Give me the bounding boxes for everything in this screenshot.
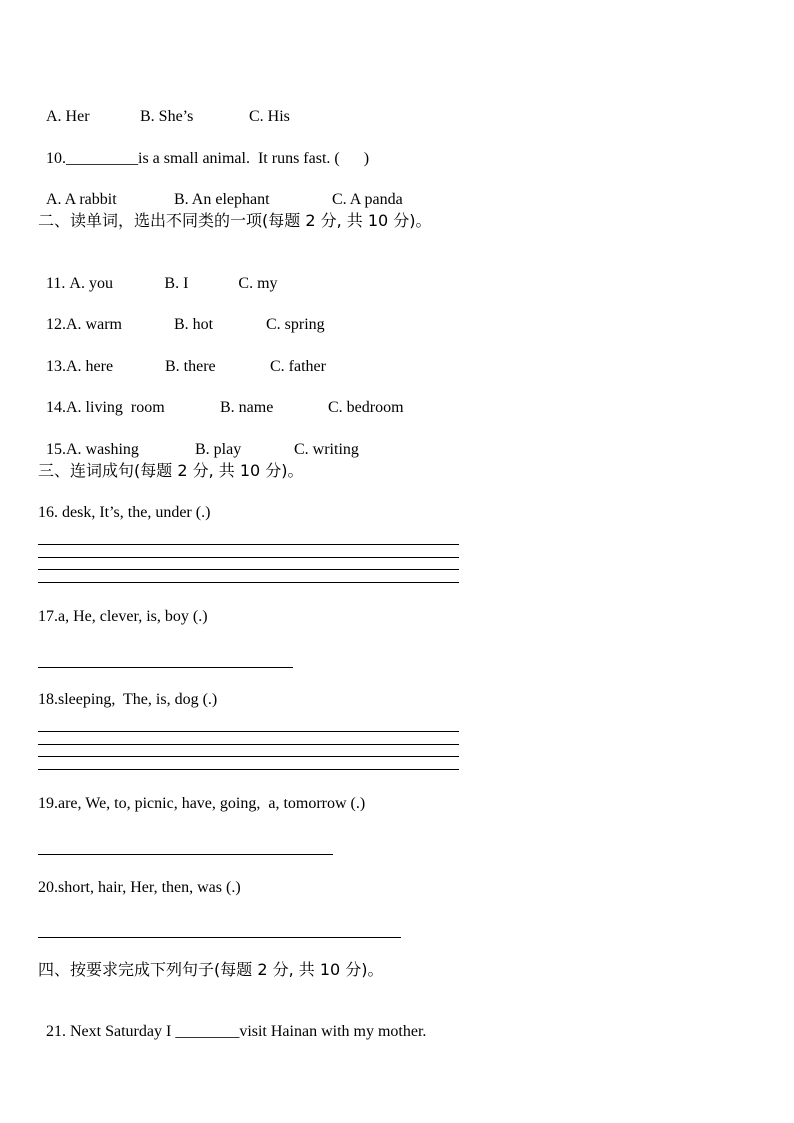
q11-number: 11. xyxy=(46,275,70,292)
q9-option-a: A. Her xyxy=(46,108,90,125)
q18-answer-line[interactable] xyxy=(38,731,459,732)
q9-options xyxy=(38,87,290,127)
q9-option-c: C. His xyxy=(249,108,290,125)
q15-option-a: A. washing xyxy=(66,441,139,458)
q12-number: 12. xyxy=(46,316,66,333)
q10-stem: is a small animal. It runs fast. ( ) xyxy=(138,150,370,167)
q16-answer-line[interactable] xyxy=(38,557,459,558)
q16-prompt: 16. desk, It’s, the, under (.) xyxy=(38,504,211,521)
q10-blank[interactable]: _________ xyxy=(66,150,138,167)
q17-answer-line[interactable] xyxy=(38,667,293,668)
q11-option-b: B. I xyxy=(164,275,189,292)
q15-question xyxy=(38,420,359,460)
q12-option-a: A. warm xyxy=(66,316,122,333)
q19-prompt: 19.are, We, to, picnic, have, going, a, tomorrow (.) xyxy=(38,795,366,812)
q10-question xyxy=(38,129,369,169)
q10-option-a: A. A rabbit xyxy=(46,191,117,208)
q12-option-c: C. spring xyxy=(266,316,325,333)
q16-answer-line[interactable] xyxy=(38,544,459,545)
q12-option-b: B. hot xyxy=(174,316,214,333)
q20-prompt: 20.short, hair, Her, then, was (.) xyxy=(38,879,241,896)
q11-question xyxy=(38,254,278,294)
q13-option-a: A. here xyxy=(66,358,114,375)
q9-option-b: B. She’s xyxy=(140,108,194,125)
q11-option-c: C. my xyxy=(238,275,278,292)
q12-question xyxy=(38,295,325,335)
q13-number: 13. xyxy=(46,358,66,375)
q14-option-c: C. bedroom xyxy=(328,399,404,416)
q11-option-a: A. you xyxy=(69,275,113,292)
q13-option-c: C. father xyxy=(270,358,326,375)
q10-number: 10. xyxy=(46,150,66,167)
q16-answer-line[interactable] xyxy=(38,569,459,570)
q21-stem-start: Next Saturday I xyxy=(70,1023,176,1040)
q10-option-c: C. A panda xyxy=(332,191,403,208)
q14-number: 14. xyxy=(46,399,66,416)
section3-title: 三、连词成句(每题 2 分, 共 10 分)。 xyxy=(38,461,304,480)
q13-option-b: B. there xyxy=(165,358,216,375)
q14-question xyxy=(38,378,404,418)
q20-answer-line[interactable] xyxy=(38,937,401,938)
q21-stem-end: visit Hainan with my mother. xyxy=(239,1023,427,1040)
q18-answer-line[interactable] xyxy=(38,744,459,745)
q13-question xyxy=(38,337,326,377)
q16-answer-line[interactable] xyxy=(38,582,459,583)
q21-number: 21. xyxy=(46,1023,70,1040)
q15-number: 15. xyxy=(46,441,66,458)
q21-blank[interactable]: ________ xyxy=(175,1023,240,1040)
q18-prompt: 18.sleeping, The, is, dog (.) xyxy=(38,691,218,708)
q15-option-b: B. play xyxy=(195,441,242,458)
q15-option-c: C. writing xyxy=(294,441,359,458)
q10-options xyxy=(38,170,403,210)
q10-option-b: B. An elephant xyxy=(174,191,270,208)
q17-prompt: 17.a, He, clever, is, boy (.) xyxy=(38,608,208,625)
q18-answer-line[interactable] xyxy=(38,756,459,757)
q19-answer-line[interactable] xyxy=(38,854,333,855)
q18-answer-line[interactable] xyxy=(38,769,459,770)
q21-question xyxy=(38,1002,426,1042)
section4-title: 四、按要求完成下列句子(每题 2 分, 共 10 分)。 xyxy=(38,960,384,979)
section2-title: 二、读单词，选出不同类的一项(每题 2 分, 共 10 分)。 xyxy=(38,211,432,230)
q14-option-a: A. living room xyxy=(66,399,165,416)
q14-option-b: B. name xyxy=(220,399,274,416)
